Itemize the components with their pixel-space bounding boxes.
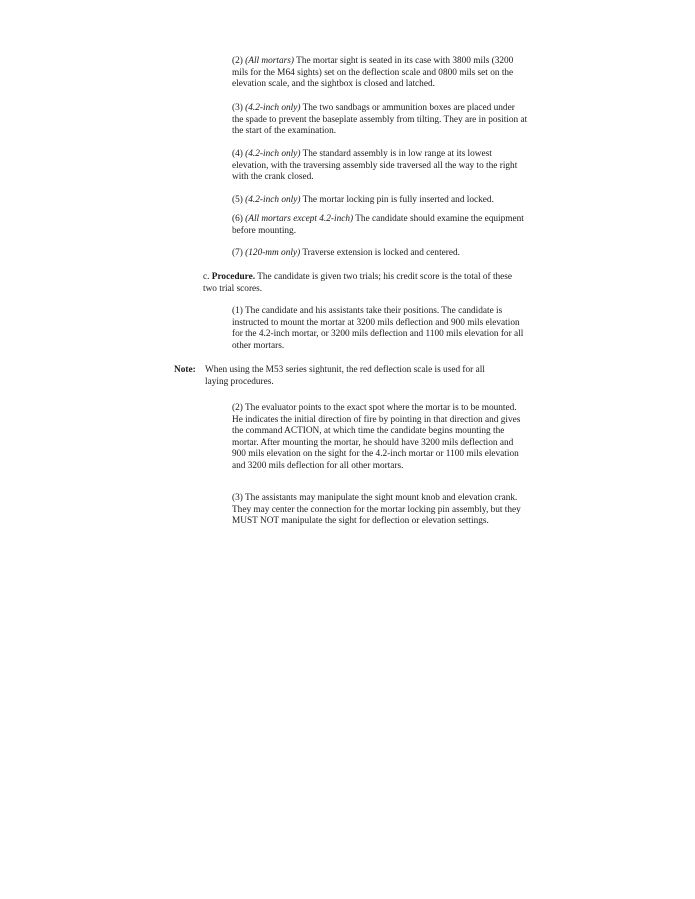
item-4 — [232, 149, 528, 184]
item-number: (2) — [232, 56, 243, 66]
item-number: (6) — [232, 214, 243, 224]
item-qualifier: (4.2-inch only) — [245, 195, 301, 205]
item-text: The standard assembly is in low range at its lowest elevation, with the traversing assembly side traversed all the way to the right with the crank closed. — [232, 149, 518, 183]
item-7 — [232, 248, 528, 260]
item-number: (4) — [232, 149, 243, 159]
item-qualifier: (120-mm only) — [245, 248, 301, 258]
item-text: The candidate should examine the equipment before mounting. — [232, 214, 524, 236]
procedure-heading: Procedure. — [211, 272, 256, 282]
item-number: (5) — [232, 195, 243, 205]
item-6 — [232, 214, 528, 237]
item-qualifier: (All mortars) — [245, 56, 294, 66]
procedure-text: The candidate is given two trials; his credit score is the total of these two trial scores. — [203, 272, 513, 294]
procedure-letter: c. — [203, 272, 210, 282]
procedure-paragraph — [203, 272, 528, 295]
item-qualifier: (4.2-inch only) — [245, 103, 301, 113]
item-number: (3) — [232, 103, 243, 113]
item-text: The two sandbags or ammunition boxes are placed under the spade to prevent the baseplate assembly from tilting. They are in position at the start of the examination. — [232, 103, 528, 137]
procedure-step-2: (2) The evaluator points to the exact spot where the mortar is to be mounted. He indicates the initial direction of fire by pointing in that direction and gives the command ACTION, at which time the candidate begins mounting the mortar. After mounting the mortar, he should have 3200 mils deflection and 900 mils elevation on the sight for the 4.2-inch mortar or 1100 mils elevation and 3200 mils deflection for all other mortars. — [232, 403, 521, 471]
procedure-step-1: (1) The candidate and his assistants take their positions. The candidate is instructed to mount the mortar at 3200 mils deflection and 900 mils elevation for the 4.2-inch mortar, or 3200 mils deflection and 1100 mils elevation for all other mortars. — [232, 306, 524, 351]
item-qualifier: (All mortars except 4.2-inch) — [245, 214, 354, 224]
item-qualifier: (4.2-inch only) — [245, 149, 301, 159]
item-text: The mortar sight is seated in its case with 3800 mils (3200 mils for the M64 sights) set on the deflection scale and 0800 mils set on the elevation scale, and the sightbox is closed and latched. — [232, 56, 514, 90]
item-text: Traverse extension is locked and centered. — [302, 248, 460, 258]
note-text: When using the M53 series sightunit, the red deflection scale is used for all laying procedures. — [205, 365, 485, 387]
item-3 — [232, 103, 528, 138]
item-text: The mortar locking pin is fully inserted and locked. — [302, 195, 494, 205]
procedure-step-3: (3) The assistants may manipulate the sight mount knob and elevation crank. They may center the connection for the mortar locking pin assembly, but they MUST NOT manipulate the sight for deflection or elevation settings. — [232, 493, 521, 527]
note-label: Note: — [174, 365, 196, 375]
item-number: (7) — [232, 248, 243, 258]
item-5 — [232, 195, 528, 207]
item-2 — [232, 56, 528, 91]
